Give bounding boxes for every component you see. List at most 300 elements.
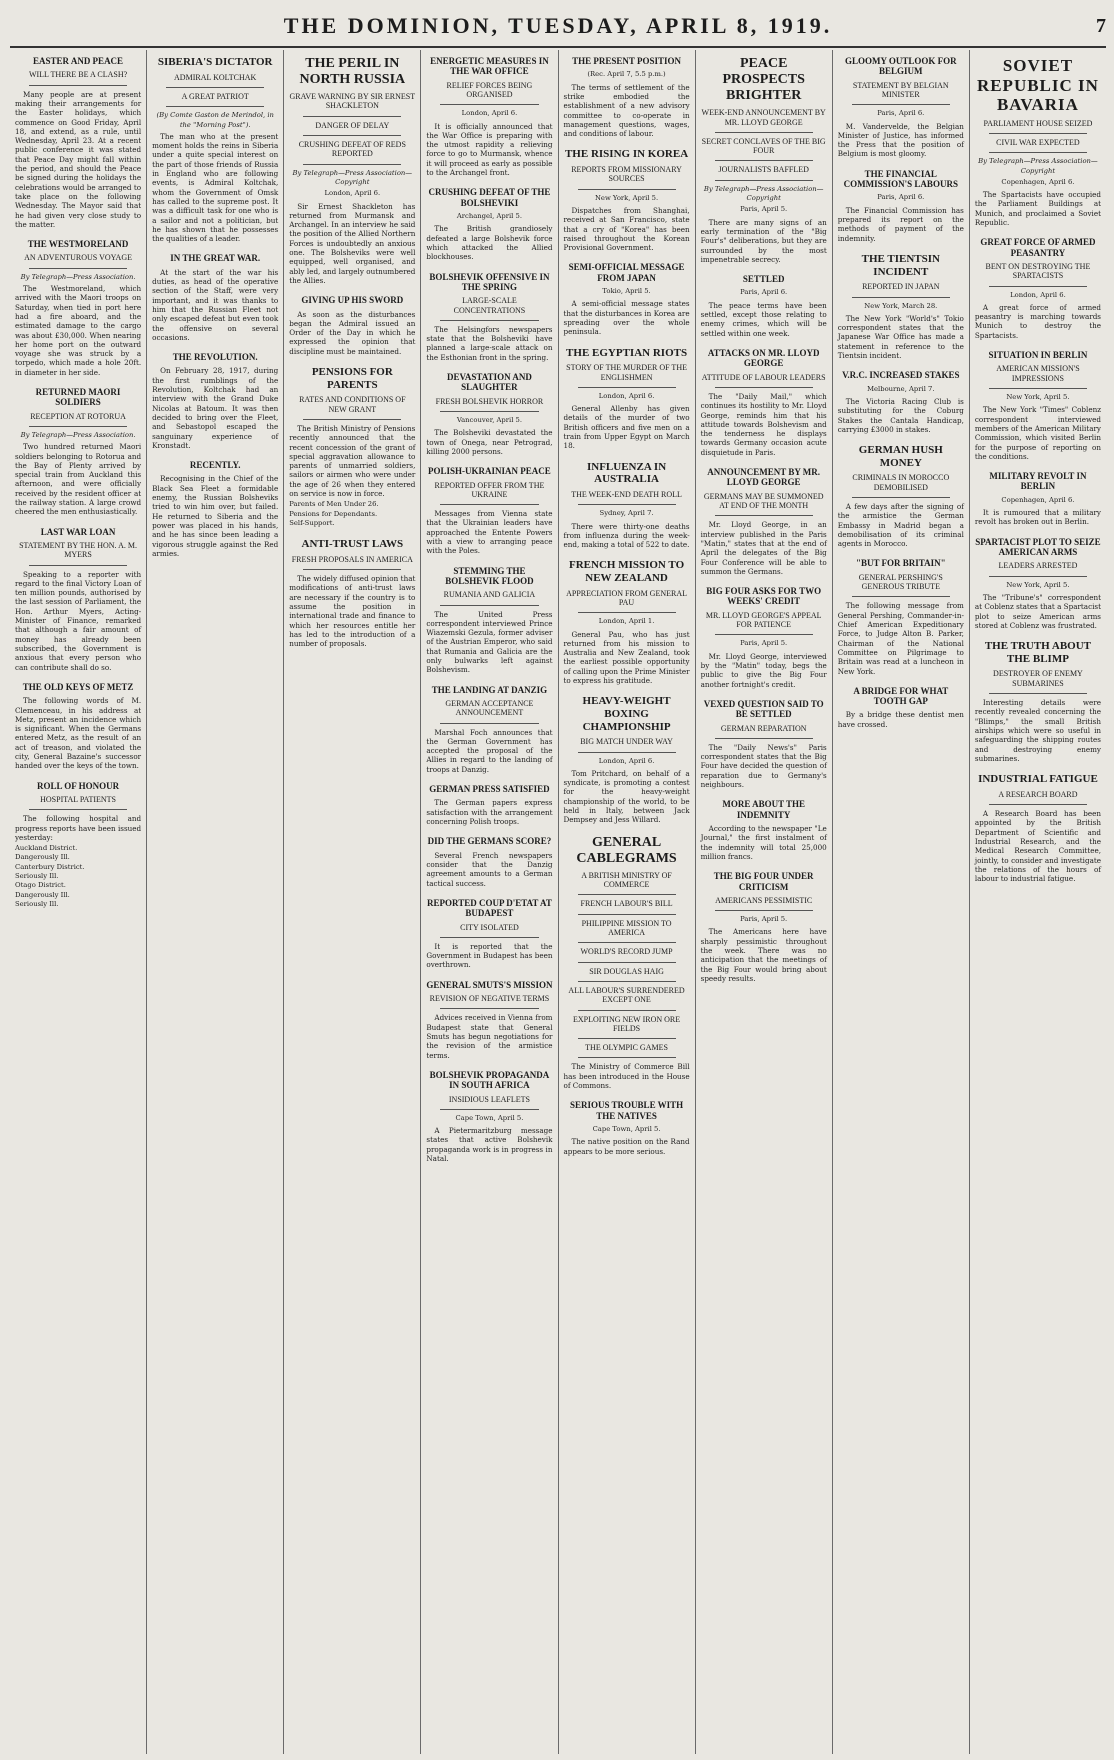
article-subheading: PHILIPPINE MISSION TO AMERICA [581, 918, 672, 938]
column-5 [558, 50, 695, 1754]
article-body: Marshal Foch announces that the German Government has accepted the proposal of the Allies in regard to the landing of troops at Danzig. [426, 727, 553, 774]
article-dateline: London, April 6. [598, 756, 655, 765]
article-headline: V.R.C. INCREASED STAKES [842, 370, 960, 381]
article [701, 348, 827, 457]
article-body: The Victoria Racing Club is substituting for the Coburg Stakes the Cantala Handicap, carrying £3000 in stakes. [837, 396, 964, 434]
article-subheading: GERMAN ACCEPTANCE ANNOUNCEMENT [445, 699, 534, 718]
article-dateline: Paris, April 5. [740, 915, 788, 924]
article-subheading: THE WEEK-END DEATH ROLL [571, 489, 682, 499]
article-body: Recognising in the Chief of the Black Sea Fleet a formidable enemy, the Russian Bolsheviks tried to win him over, but failed. He returned to Siberia and the power was placed in his hands, and he has since been leading a vigorous struggle against the Red armies. [152, 474, 279, 558]
masthead-title: THE DOMINION, TUESDAY, APRIL 8, 1919. [283, 13, 833, 38]
article-subheading: GENERAL PERSHING'S GENEROUS TRIBUTE [858, 572, 943, 592]
article-headline: SIBERIA'S DICTATOR [157, 56, 273, 68]
article-dateline: Paris, April 6. [877, 109, 925, 118]
article-body: It is reported that the Government in Budapest has been overthrown. [426, 941, 553, 970]
article-headline: THE LANDING AT DANZIG [431, 684, 548, 695]
article [701, 871, 827, 983]
headline-divider [303, 164, 401, 165]
article-body: The German papers express satisfaction with the arrangement concerning Polish troops. [426, 798, 553, 827]
headline-divider [578, 962, 676, 963]
article-list-item: Parents of Men Under 26. [289, 500, 379, 509]
article-subheading: PARLIAMENT HOUSE SEIZED [983, 118, 1093, 128]
headline-divider [989, 152, 1087, 153]
article-body: Advices received in Vienna from Budapest state that General Smuts has begun negotiations for the revision of the armistice terms. [426, 1013, 553, 1060]
article-body: The following message from General Pershing, Commander-in-Chief American Expeditionary Force, to Judge Alton B. Parker, Chairman of the National Committee on Pilgrimage to Britain was read at a luncheon in New York. [837, 601, 964, 676]
article-body: On February 28, 1917, during the first rumblings of the Revolution, Koltchak had an interview with the Grand Duke Nicolas at Batoum. It was then decided to bring over the Fleet, and Sebastopol escaped the sanguinary experience of Kronstadt. [152, 366, 279, 450]
article-body: According to the newspaper "Le Journal," the first instalment of the indemnity will total 25,000 million francs. [700, 824, 827, 861]
article-list-item: Self-Support. [289, 518, 335, 527]
article-headline: FRENCH MISSION TO NEW ZEALAND [569, 559, 685, 585]
article-dateline: London, April 6. [598, 391, 655, 400]
headline-divider [303, 419, 401, 420]
article-subheading: AN ADVENTUROUS VOYAGE [24, 253, 132, 263]
headline-divider [440, 723, 538, 724]
article [426, 836, 552, 888]
article [426, 980, 552, 1060]
headline-divider [715, 160, 813, 161]
article-subheading: STATEMENT BY THE HON. A. M. MYERS [19, 541, 137, 560]
article-subheading: WEEK-END ANNOUNCEMENT BY MR. LLOYD GEORGE [701, 108, 826, 127]
article [426, 685, 552, 774]
article-headline: GIVING UP HIS SWORD [301, 295, 404, 306]
article-headline: BOLSHEVIK OFFENSIVE IN THE SPRING [429, 271, 550, 292]
headline-divider [166, 87, 264, 88]
headline-divider [852, 104, 950, 105]
article-body: The peace terms have been settled, except those relating to enemy crimes, which will be settled within one week. [700, 300, 827, 338]
article-body: A Pietermaritzburg message states that active Bolshevik propaganda work is in progress in Natal. [426, 1126, 553, 1164]
headline-divider [29, 268, 127, 269]
article-subheading: CIVIL WAR EXPECTED [996, 137, 1080, 147]
article-headline: GENERAL SMUTS'S MISSION [426, 979, 553, 990]
article-headline: GLOOMY OUTLOOK FOR BELGIUM [844, 56, 957, 77]
article-headline: ANTI-TRUST LAWS [301, 538, 404, 551]
article-body: The Helsingfors newspapers state that the Bolsheviki have planned a large-scale attack on the Esthonian front in the spring. [426, 324, 553, 362]
article-body: The "Daily News's" Paris correspondent states that the Big Four have decided the question of reparation due to Germany's neighbours. [700, 742, 827, 790]
article [152, 460, 278, 558]
article-subheading: HOSPITAL PATIENTS [40, 794, 116, 804]
headline-divider [578, 942, 676, 943]
column-2 [146, 50, 283, 1754]
article-list-item: Seriously Ill. [15, 872, 59, 880]
article-headline: SPARTACIST PLOT TO SEIZE AMERICAN ARMS [975, 536, 1101, 558]
headline-divider [715, 910, 813, 911]
article [15, 239, 141, 377]
article [426, 466, 552, 555]
article-subheading: REVISION OF NEGATIVE TERMS [429, 994, 550, 1004]
article-headline: THE OLD KEYS OF METZ [22, 681, 134, 692]
article-dateline: Archangel, April 5. [456, 212, 523, 221]
headline-divider [715, 132, 813, 133]
article-headline: GENERAL CABLEGRAMS [576, 834, 677, 866]
headline-divider [989, 388, 1087, 389]
article-headline: THE FINANCIAL COMMISSION'S LABOURS [843, 168, 958, 190]
article [15, 387, 141, 517]
article-dateline: Paris, April 5. [740, 639, 788, 648]
article-body: Interesting details were recently revealed concerning the "Blimps," the small British airships which were so useful in safeguarding the shipping routes and destroying enemy submarines. [974, 698, 1101, 763]
headline-divider [440, 411, 538, 412]
headline-divider [303, 116, 401, 117]
article [15, 781, 141, 910]
column-1 [10, 50, 146, 1754]
article-subheading: LEADERS ARRESTED [998, 561, 1078, 571]
article-subheading: FRESH BOLSHEVIK HORROR [435, 396, 544, 406]
article-headline: PENSIONS FOR PARENTS [311, 366, 393, 391]
article-subheading: REPORTED OFFER FROM THE UKRAINE [434, 480, 545, 499]
headline-divider [578, 752, 676, 753]
article-headline: GERMAN HUSH MONEY [858, 444, 943, 469]
article-body: The following words of M. Clemenceau, in his address at Metz, present an incidence which is significant. When the Germans entered Metz, as the result of an act of treason, and violated the city, General Bazaine's successor handed over the keys of the town. [15, 696, 142, 771]
headline-divider [303, 135, 401, 136]
headline-divider [29, 809, 127, 810]
article-body: By a bridge these dentist men have crossed. [837, 710, 964, 729]
article-subheading: APPRECIATION FROM GENERAL PAU [566, 588, 688, 607]
article [701, 274, 827, 338]
article-subheading: A BRITISH MINISTRY OF COMMERCE [581, 870, 672, 890]
article-byline: By Telegraph—Press Association. [20, 272, 136, 281]
article-body: General Pau, who has just returned from his mission to Australia and New Zealand, took the earliest possible opportunity of calling upon the Prime Minister to express his gratitude. [563, 629, 690, 686]
article-subheading: STATEMENT BY BELGIAN MINISTER [852, 80, 949, 99]
article-headline: THE BIG FOUR UNDER CRITICISM [713, 871, 814, 892]
article-list-item: Otago District. [15, 881, 66, 890]
article [701, 467, 827, 576]
headline-divider [29, 426, 127, 427]
article-body: M. Vandervelde, the Belgian Minister of Justice, has informed the Press that the position of Belgium is most gloomy. [837, 121, 964, 159]
article-headline: BOLSHEVIK PROPAGANDA IN SOUTH AFRICA [429, 1069, 550, 1091]
article-byline: By Telegraph—Press Association—Copyright [703, 184, 824, 203]
headline-divider [852, 497, 950, 498]
article [152, 56, 278, 243]
article [564, 56, 690, 138]
article [152, 253, 278, 342]
article-dateline: Paris, April 5. [740, 205, 788, 214]
article-body: It is officially announced that the War Office is preparing with the utmost rapidity a relieving force to go to Murmansk, whence it will proceed as early as possible to the Archangel front. [426, 121, 553, 178]
article [564, 461, 690, 550]
article [15, 56, 141, 229]
article-headline: THE REVOLUTION. [172, 352, 258, 363]
article-body: Sir Ernest Shackleton has returned from Murmansk and Archangel. In an interview he said the position of the Allied Northern Forces is undoubtedly an anxious one. The Bolsheviks were well equipped, well organised, and ably led, and largely outnumbered the Allies. [289, 201, 416, 285]
article-subheading: DANGER OF DELAY [315, 120, 390, 130]
article [564, 835, 690, 1091]
article-dateline: Melbourne, April 7. [867, 384, 935, 393]
article-body: The Spartacists have occupied the Parliament Buildings at Munich, and proclaimed a Soviet Republic. [974, 190, 1101, 228]
headline-divider [166, 106, 264, 107]
article [564, 262, 690, 336]
article-dateline: Paris, April 6. [740, 288, 788, 297]
article-subheading: CRUSHING DEFEAT OF REDS REPORTED [298, 140, 406, 159]
article-subheading: RECEPTION AT ROTORUA [30, 411, 126, 421]
article-dateline: London, April 6. [324, 189, 381, 198]
article-headline: THE RISING IN KOREA [564, 148, 689, 161]
article [426, 898, 552, 970]
article-headline: SITUATION IN BERLIN [988, 350, 1088, 361]
article-headline: PEACE PROSPECTS BRIGHTER [722, 56, 805, 104]
article-subheading: FRESH PROPOSALS IN AMERICA [291, 554, 413, 564]
article-body: The terms of settlement of the strike embodied the establishment of a new advisory committee to co-operate in management questions, wages, and conditions of labour. [563, 82, 690, 139]
article [15, 527, 141, 672]
headline-divider [578, 189, 676, 190]
headline-divider [29, 85, 127, 86]
article [426, 56, 552, 177]
article-headline: MILITARY REVOLT IN BERLIN [989, 471, 1087, 492]
article-headline: DID THE GERMANS SCORE? [427, 836, 552, 847]
article-dateline: New York, April 5. [594, 193, 659, 202]
article [426, 187, 552, 261]
article-headline: THE EGYPTIAN RIOTS [566, 346, 688, 359]
article-headline: RECENTLY. [189, 460, 241, 471]
column-3 [283, 50, 420, 1754]
article-body: Speaking to a reporter with regard to the final Victory Loan of ten million pounds, authorised by the last session of Parliament, the Hon. Arthur Myers, Acting-Minister of Finance, remarked that although a fair amount of money has already been subscribed, the Government is anxious that every person who can contribute shall do so. [15, 569, 142, 672]
article-body: There were thirty-one deaths from influenza during the week-end, making a total of 522 to date. [563, 521, 690, 550]
headline-divider [989, 133, 1087, 134]
article-subheading: BENT ON DESTROYING THE SPARTACISTS [985, 262, 1091, 281]
column-8 [969, 50, 1106, 1754]
article-subheading: GERMAN REPARATION [720, 723, 807, 733]
article-subheading: GERMANS MAY BE SUMMONED AT END OF THE MONTH [703, 491, 824, 511]
article [426, 372, 552, 456]
article-subheading: INSIDIOUS LEAFLETS [448, 1094, 530, 1104]
headline-divider [29, 565, 127, 566]
article [564, 695, 690, 824]
article-list-item: Dangerously Ill. [15, 853, 70, 862]
article-headline: THE PRESENT POSITION [572, 56, 681, 66]
article-subheading: WILL THERE BE A CLASH? [28, 70, 128, 80]
article-subheading: REPORTS FROM MISSIONARY SOURCES [571, 165, 682, 184]
article [564, 559, 690, 685]
headline-divider [578, 612, 676, 613]
article-body: It is rumoured that a military revolt has broken out in Berlin. [974, 508, 1101, 527]
article-headline: VEXED QUESTION SAID TO BE SETTLED [703, 698, 824, 720]
article [15, 682, 141, 771]
article-headline: IN THE GREAT WAR. [170, 253, 261, 264]
article-dateline: London, April 6. [461, 109, 518, 118]
headline-divider [578, 1038, 676, 1039]
article-body: As soon as the disturbances began the Admiral issued an Order of the Day in which he expressed the opinion that discipline must be maintained. [289, 309, 416, 356]
article-dateline: Tokio, April 5. [602, 287, 651, 296]
article-headline: INFLUENZA IN AUSTRALIA [586, 460, 667, 486]
article-body: At the start of the war his duties, as head of the operative section of the Staff, were very important, and it was thanks to him that the Russian Fleet not only escaped defeat but even took the offensive on several occasions. [152, 267, 279, 342]
article [701, 699, 827, 789]
article-body: The Americans here have sharply pessimistic throughout the week. There was no anticipation that the meetings of the Big Four would bring about speedy results. [700, 927, 827, 983]
article-subheading: AMERICANS PESSIMISTIC [715, 895, 813, 905]
headline-divider [989, 804, 1087, 805]
article-byline: (By Comte Gaston de Merindol, in the "Morning Post"). [156, 111, 274, 129]
column-6 [695, 50, 832, 1754]
article-subheading: ALL LABOUR'S SURRENDERED EXCEPT ONE [568, 985, 685, 1005]
article-body: A few days after the signing of the armistice the German Embassy in Madrid began a demobilisation of its criminal agents in Morocco. [837, 502, 964, 549]
headline-divider [440, 504, 538, 505]
article-headline: EASTER AND PEACE [33, 56, 124, 66]
article-body: The Ministry of Commerce Bill has been introduced in the House of Commons. [563, 1062, 690, 1090]
headline-divider [715, 180, 813, 181]
headline-divider [440, 605, 538, 606]
column-4 [420, 50, 557, 1754]
headline-divider [578, 1010, 676, 1011]
article-body: A great force of armed peasantry is marching towards Munich to destroy the Spartacists. [974, 302, 1101, 340]
article [289, 56, 415, 285]
article-headline: A BRIDGE FOR WHAT TOOTH GAP [853, 685, 949, 707]
article-body: The New York "Times" Coblenz correspondent interviewed members of the American Military Commission, which visited Berlin for the purpose of reporting on the conditions. [974, 405, 1101, 461]
headline-divider [303, 569, 401, 570]
article-byline: By Telegraph—Press Association—Copyright [978, 157, 1098, 175]
article-subheading: JOURNALISTS BAFFLED [718, 165, 809, 175]
article-body: Dispatches from Shanghai, received at San Francisco, state that a cry of "Korea" has been raised throughout the Korean Provisional Government. [563, 205, 690, 253]
article-body: The British grandiosely defeated a large Bolshevik force which attacked the Allied blockhouses. [426, 224, 553, 262]
headline-divider [989, 693, 1087, 694]
headline-divider [578, 894, 676, 895]
article-headline: DEVASTATION AND SLAUGHTER [447, 372, 532, 393]
headline-divider [578, 981, 676, 982]
article-list [289, 500, 415, 528]
article-headline: ATTACKS ON MR. LLOYD GEORGE [707, 347, 820, 369]
article-dateline: London, April 6. [1010, 290, 1066, 299]
column-container [10, 50, 1106, 1754]
headline-divider [715, 387, 813, 388]
article-dateline: New York, March 28. [864, 301, 938, 310]
article [564, 1100, 690, 1156]
article-headline: MORE ABOUT THE INDEMNITY [722, 799, 806, 820]
article-headline: THE TIENTSIN INCIDENT [861, 252, 940, 278]
article-headline: THE WESTMORELAND [27, 239, 129, 250]
article-dateline: Copenhagen, April 6. [1001, 495, 1075, 504]
article-list-item: Dangerously Ill. [15, 890, 70, 899]
article [975, 537, 1101, 630]
article-headline: REPORTED COUP D'ETAT AT BUDAPEST [427, 897, 552, 919]
article [152, 352, 278, 450]
article-subheading: THE OLYMPIC GAMES [585, 1043, 668, 1053]
article-body: Several French newspapers consider that the Danzig agreement amounts to a German tactical success. [426, 850, 553, 888]
article-body: The "Tribune's" correspondent at Coblenz states that a Spartacist plot to seize American arms stored at Coblenz was frustrated. [974, 592, 1101, 630]
article-subheading: WORLD'S RECORD JUMP [580, 947, 673, 957]
article-list-item: Canterbury District. [15, 862, 85, 871]
article-headline: SETTLED [742, 274, 785, 285]
article [426, 784, 552, 826]
article-dateline: New York, April 5. [1006, 580, 1070, 589]
article [564, 148, 690, 252]
article-body: The New York "World's" Tokio correspondent states that the Japanese War Office has made a statement in reference to the Tientsin incident. [837, 313, 964, 360]
article [289, 295, 415, 356]
article-subheading: FRENCH LABOUR'S BILL [580, 899, 673, 909]
article-subheading: RELIEF FORCES BEING ORGANISED [446, 80, 533, 99]
article [701, 799, 827, 861]
article [975, 56, 1101, 227]
article-dateline: Paris, April 6. [877, 193, 925, 202]
article-dateline: Vancouver, April 5. [456, 415, 523, 424]
headline-divider [578, 1057, 676, 1058]
article [975, 640, 1101, 763]
article [701, 586, 827, 689]
article-headline: ANNOUNCEMENT BY MR. LLOYD GEORGE [707, 467, 821, 488]
headline-divider [440, 1109, 538, 1110]
article-body: Mr. Lloyd George, in an interview published in the Paris "Matin," states that at the end of April the delegates of the Big Four Conference will be able to summon the Germans. [700, 520, 827, 576]
article-subheading: ATTITUDE OF LABOUR LEADERS [701, 372, 826, 382]
article-body: Mr. Lloyd George, interviewed by the "Matin" today, begs the public to give the Big Four another fortnight's credit. [700, 651, 827, 689]
article-body: The Financial Commission has prepared its report on the methods of payment of the indemnity. [837, 205, 964, 243]
article-subheading: AMERICAN MISSION'S IMPRESSIONS [996, 364, 1080, 383]
article-headline: ROLL OF HONOUR [36, 780, 120, 791]
page-number: 7 [1096, 14, 1106, 37]
article-body: The Bolsheviki devastated the town of Onega, near Petrograd, killing 2000 persons. [426, 428, 553, 456]
article [426, 272, 552, 362]
article-subheading: GRAVE WARNING BY SIR ERNEST SHACKLETON [289, 92, 416, 111]
article-headline: GERMAN PRESS SATISFIED [429, 784, 550, 795]
article-subheading: CRIMINALS IN MOROCCO DEMOBILISED [852, 473, 950, 492]
article [975, 773, 1101, 883]
article-headline: POLISH-UKRAINIAN PEACE [428, 466, 551, 477]
article-subheading: SIR DOUGLAS HAIG [589, 966, 664, 976]
article-body: The Westmoreland, which arrived with the Maori troops on Saturday, when tied in port here had a fire aboard, and the estimated damage to the cargo was about £30,000. When nearing her home port on the outward voyage she was struck by a torpedo, which made a hole 20ft. in diameter in her side. [15, 284, 142, 377]
article-headline: SERIOUS TROUBLE WITH THE NATIVES [569, 1100, 684, 1121]
article-dateline: (Rec. April 7, 5.5 p.m.) [587, 70, 666, 79]
article-byline: By Telegraph—Press Association. [20, 430, 136, 439]
article [426, 1070, 552, 1163]
column-7 [832, 50, 969, 1754]
article-dateline: Cape Town, April 5. [592, 1124, 661, 1133]
article-body: The following hospital and progress reports have been issued yesterday: [15, 814, 142, 842]
article-list-item: Auckland District. [15, 844, 78, 853]
article-list-item: Seriously Ill. [15, 899, 59, 908]
headline-divider [715, 515, 813, 516]
article-body: The man who at the present moment holds the reins in Siberia under a quite special interest on the part of those friends of Russia in England who are following events, is Admiral Koltchak, whom the Government of Omsk has called to the supreme post. It was a difficult task for one who is a sailor and not a politician, but he has shown that he possesses the qualities of a leader. [152, 131, 279, 244]
article-dateline: Copenhagen, April 6. [1001, 177, 1075, 186]
article-subheading: ADMIRAL KOLTCHAK [174, 72, 257, 82]
article [838, 169, 964, 243]
article-headline: CRUSHING DEFEAT OF THE BOLSHEVIKI [428, 187, 551, 208]
article-headline: HEAVY-WEIGHT BOXING CHAMPIONSHIP [582, 695, 671, 733]
article-body: Tom Pritchard, on behalf of a syndicate, is promoting a contest for the heavy-weight championship of the world, to be held in Italy, between Jack Dempsey and Jess Willard. [563, 768, 690, 825]
article [838, 686, 964, 729]
article-headline: THE TRUTH ABOUT THE BLIMP [984, 640, 1092, 665]
article [289, 538, 415, 648]
article-subheading: STORY OF THE MURDER OF THE ENGLISHMEN [566, 363, 687, 382]
article-dateline: Cape Town, April 5. [455, 1113, 524, 1122]
article [975, 471, 1101, 527]
headline-divider [989, 576, 1087, 577]
article-dateline: New York, April 5. [1006, 393, 1070, 402]
article-headline: ENERGETIC MEASURES IN THE WAR OFFICE [430, 56, 549, 77]
article-subheading: A GREAT PATRIOT [181, 91, 249, 101]
article-dateline: London, April 1. [598, 617, 655, 626]
article-subheading: RATES AND CONDITIONS OF NEW GRANT [299, 395, 406, 414]
article-byline: By Telegraph—Press Association—Copyright [292, 168, 413, 186]
article [701, 56, 827, 264]
article-body: The widely diffused opinion that modifications of anti-trust laws are necessary if the country is to assume the position in international trade and finance to which her resources entitle her has led to the introduction of a number of proposals. [289, 574, 416, 649]
article-subheading: BIG MATCH UNDER WAY [580, 737, 673, 747]
article-headline: THE PERIL IN NORTH RUSSIA [299, 56, 406, 88]
article-list-item: Pensions for Dependants. [289, 509, 378, 518]
article-body: General Allenby has given details of the murder of two British officers and five men on a train from Upper Egypt on March 18. [563, 404, 690, 451]
article-headline: LAST WAR LOAN [40, 526, 116, 537]
article [838, 558, 964, 675]
headline-divider [852, 596, 950, 597]
article-body: The native position on the Rand appears to be more serious. [563, 1137, 690, 1156]
article-subheading: RUMANIA AND GALICIA [443, 590, 536, 600]
article [975, 237, 1101, 340]
article [564, 347, 690, 451]
article-dateline: Sydney, April 7. [599, 509, 654, 518]
article-body: There are many signs of an early termination of the "Big Four's" deliberations, but they are surrounded by the most impenetrable secrecy. [700, 217, 827, 264]
article-subheading: DESTROYER OF ENEMY SUBMARINES [993, 669, 1083, 688]
article-body: A Research Board has been appointed by the British Department of Scientific and Industrial Research, and the Medical Research Committee, jointly, to consider and investigate the relations of the hours of labour to industrial fatigue. [974, 809, 1101, 884]
headline-divider [715, 634, 813, 635]
article [289, 366, 415, 528]
article-headline: INDUSTRIAL FATIGUE [978, 773, 1098, 786]
article-subheading: EXPLOITING NEW IRON ORE FIELDS [572, 1014, 681, 1033]
article-headline: BIG FOUR ASKS FOR TWO WEEKS' CREDIT [706, 586, 822, 607]
article-body: Messages from Vienna state that the Ukrainian leaders have approached the Entente Powers with a view to arranging peace with the Poles. [426, 509, 553, 556]
article-body: A semi-official message states that the disturbances in Korea are spreading over the whole peninsula. [563, 299, 690, 337]
article-body: The British Ministry of Pensions recently announced that the recent concession of the grant of special aggravation allowance to parents of unmarried soldiers, sailors or airmen who were under the age of 26 when they entered on service is now in force. [289, 423, 416, 499]
headline-divider [440, 937, 538, 938]
